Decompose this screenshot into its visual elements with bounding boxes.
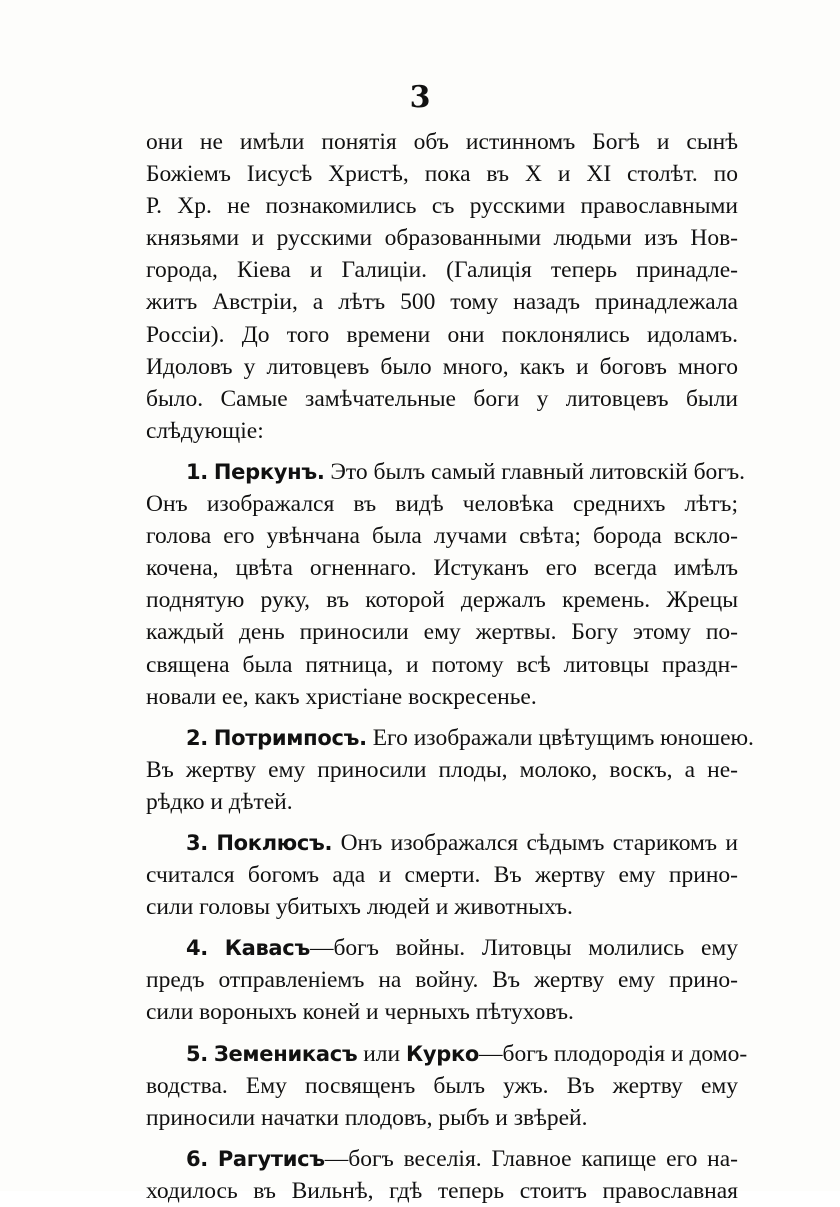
text-line: Идоловъ у литовцевъ было много, какъ и боговъ много bbox=[146, 353, 738, 380]
god-entry-heading bbox=[146, 1143, 738, 1175]
god-name: Кавасъ bbox=[224, 936, 310, 961]
text-line: ходилось въ Вильнѣ, гдѣ теперь стоитъ православная bbox=[146, 1177, 738, 1204]
text-line: слѣдующіе: bbox=[146, 417, 264, 444]
god-name: Перкунъ. bbox=[213, 459, 325, 484]
entry-text: Онъ изображался сѣдымъ старикомъ и bbox=[340, 829, 738, 856]
entry-text: —богъ веселія. Главное капище его на- bbox=[324, 1145, 738, 1172]
god-name: Рагутисъ bbox=[217, 1146, 325, 1171]
entry-connector: или bbox=[363, 1040, 401, 1067]
text-line: Р. Хр. не познакомились съ русскими православными bbox=[146, 193, 738, 220]
text-line: Божіемъ Іисусѣ Христѣ, пока въ X и XI столѣт. по bbox=[146, 161, 738, 188]
text-line: житъ Австріи, а лѣтъ 500 тому назадъ принадлежала bbox=[146, 289, 738, 316]
text-line: новали ее, какъ христіане воскресенье. bbox=[146, 683, 537, 710]
entry-text: Это былъ самый главный литовскій богъ. bbox=[330, 458, 745, 485]
text-line: Онъ изображался въ видѣ человѣка среднихъ лѣтъ; bbox=[146, 491, 738, 518]
text-line: водства. Ему посвященъ былъ ужъ. Въ жертву ему bbox=[146, 1072, 738, 1099]
text-line: рѣдко и дѣтей. bbox=[146, 788, 293, 815]
entry-number: 4. bbox=[186, 936, 208, 961]
entry-text: Его изображали цвѣтущимъ юношею. bbox=[372, 724, 754, 751]
god-entry-heading bbox=[146, 1038, 748, 1070]
god-name: Потримпосъ. bbox=[213, 725, 367, 750]
text-line: они не имѣли понятія объ истинномъ Богѣ и сынѣ bbox=[146, 129, 738, 155]
god-entry-heading bbox=[146, 722, 754, 754]
entry-text: —богъ войны. Литовцы молились ему bbox=[309, 935, 739, 962]
page-number: 3 bbox=[409, 80, 431, 115]
text-line: было. Самые замѣчательные боги у литовцевъ были bbox=[146, 385, 738, 412]
text-line: поднятую руку, въ которой держалъ кремень. Жрецы bbox=[146, 587, 738, 614]
text-line: каждый день приносили ему жертвы. Богу этому по- bbox=[146, 619, 738, 646]
entry-text: —богъ плодородія и домо- bbox=[479, 1040, 748, 1067]
text-line: города, Кіева и Галиціи. (Галиція теперь принадле- bbox=[146, 257, 738, 284]
text-line: священа была пятница, и потому всѣ литовцы праздн- bbox=[146, 651, 738, 678]
text-line: считался богомъ ада и смерти. Въ жертву ему прино- bbox=[146, 862, 738, 889]
text-line: сили головы убитыхъ людей и животныхъ. bbox=[146, 894, 573, 921]
text-line: кочена, цвѣта огненнаго. Истуканъ его всегда имѣлъ bbox=[146, 555, 738, 582]
text-line: князьями и русскими образованными людьми изъ Нов- bbox=[146, 225, 738, 252]
entry-number: 5. bbox=[186, 1041, 208, 1066]
text-line: голова его увѣнчана была лучами свѣта; борода вскло- bbox=[146, 523, 738, 550]
text-line: приносили начатки плодовъ, рыбъ и звѣрей. bbox=[146, 1104, 588, 1131]
text-line: предъ отправленіемъ на войну. Въ жертву ему прино- bbox=[146, 967, 738, 994]
entry-number: 3. bbox=[186, 830, 208, 855]
god-entry-heading bbox=[146, 932, 738, 964]
god-name: Поклюсъ. bbox=[216, 830, 333, 855]
entry-number: 1. bbox=[186, 459, 208, 484]
page-body bbox=[146, 126, 754, 1207]
god-entry-heading bbox=[146, 456, 745, 488]
god-entry-heading bbox=[146, 827, 738, 859]
god-name: Земеникасъ bbox=[213, 1041, 358, 1066]
entry-number: 6. bbox=[186, 1146, 208, 1171]
text-line: сили вороныхъ коней и черныхъ пѣтуховъ. bbox=[146, 999, 574, 1026]
text-line: Россіи). До того времени они поклонялись идоламъ. bbox=[146, 321, 738, 348]
entry-number: 2. bbox=[186, 725, 208, 750]
god-name-alt: Курко bbox=[405, 1041, 480, 1066]
text-line: Въ жертву ему приносили плоды, молоко, воскъ, а не- bbox=[146, 756, 738, 783]
